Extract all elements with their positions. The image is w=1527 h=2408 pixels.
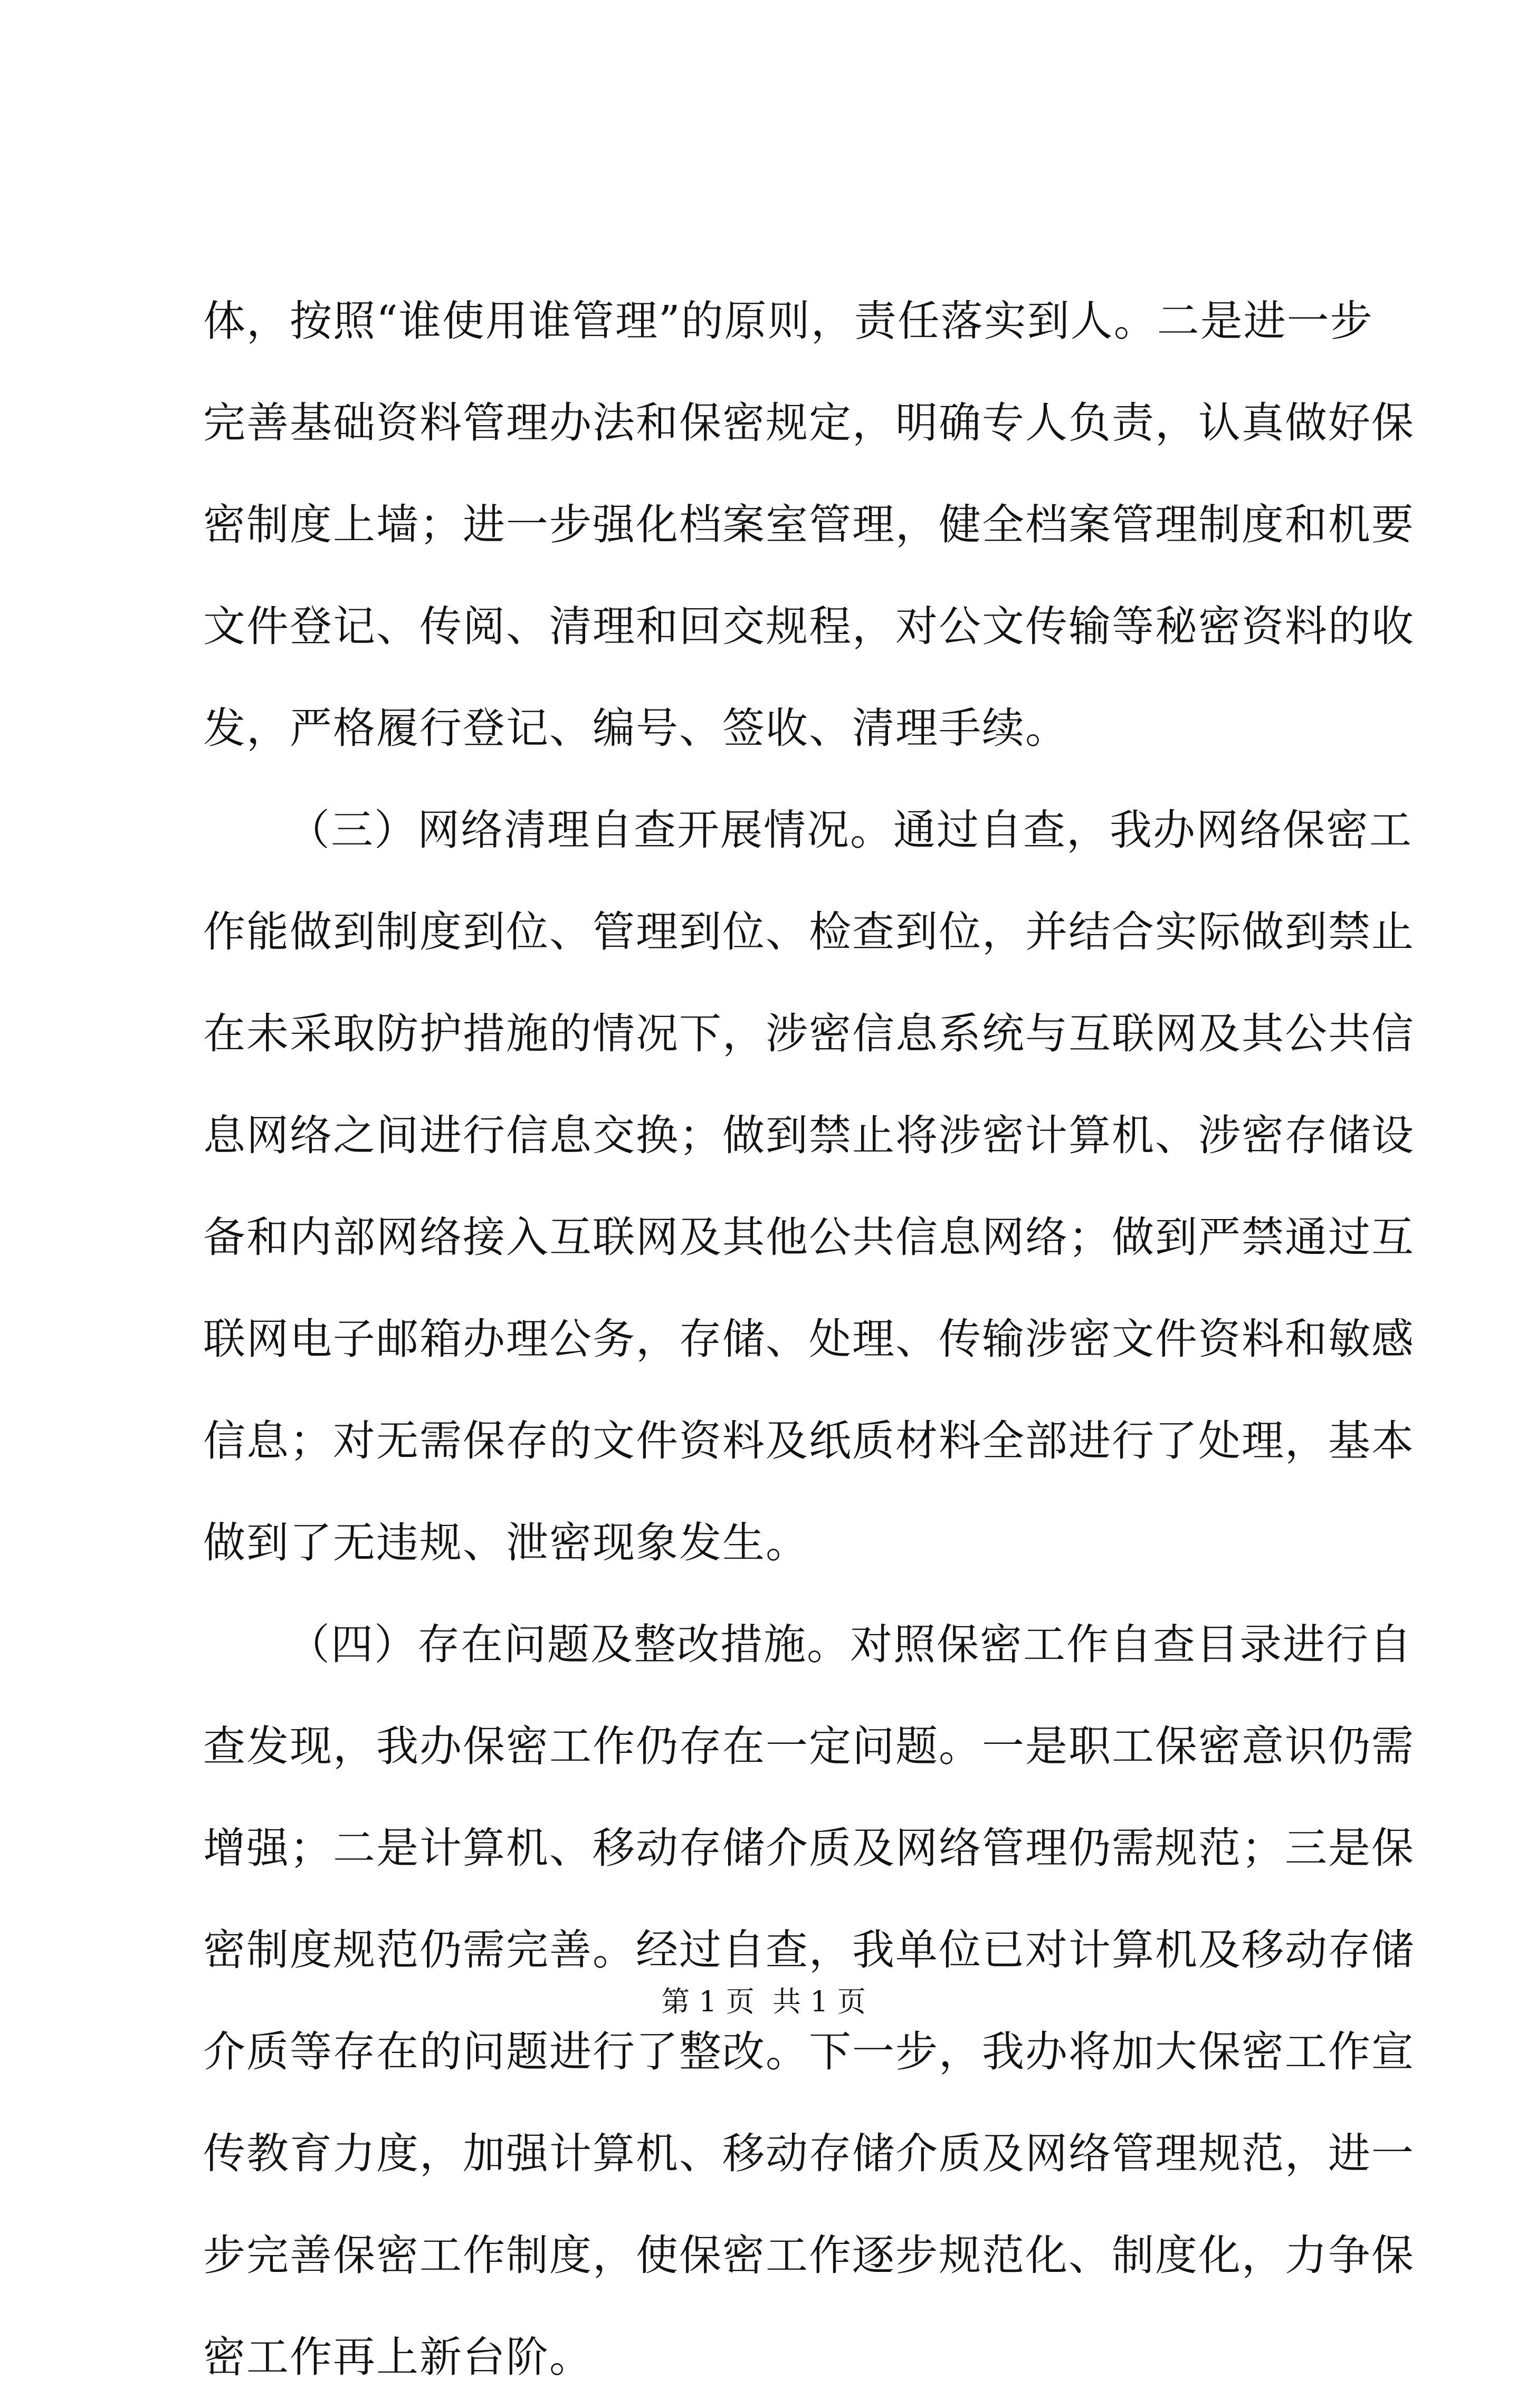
text-line: 信息；对无需保存的文件资料及纸质材料全部进行了处理，基本 xyxy=(203,1416,1415,1465)
text-line: 密制度规范仍需完善。经过自查，我单位已对计算机及移动存储 xyxy=(203,1925,1415,1974)
text-line: 在未采取防护措施的情况下，涉密信息系统与互联网及其公共信 xyxy=(203,1009,1415,1058)
text-line: 密制度上墙；进一步强化档案室管理，健全档案管理制度和机要 xyxy=(203,500,1415,549)
text-line: 联网电子邮箱办理公务，存储、处理、传输涉密文件资料和敏感 xyxy=(203,1315,1415,1364)
text-line: 备和内部网络接入互联网及其他公共信息网络；做到严禁通过互 xyxy=(203,1213,1415,1262)
page-footer: 第 1 页 共 1 页 xyxy=(661,1985,866,2018)
paragraph-continuation xyxy=(203,270,1415,779)
text-line: 做到了无违规、泄密现象发生。 xyxy=(203,1518,809,1567)
text-line: 作能做到制度到位、管理到位、检查到位，并结合实际做到禁止 xyxy=(203,907,1415,956)
text-line: 步完善保密工作制度，使保密工作逐步规范化、制度化，力争保 xyxy=(203,2231,1415,2280)
text-line: 查发现，我办保密工作仍存在一定问题。一是职工保密意识仍需 xyxy=(203,1722,1415,1771)
text-line: 完善基础资料管理办法和保密规定，明确专人负责，认真做好保 xyxy=(203,398,1415,447)
section-heading-line: （三）网络清理自查开展情况。通过自查，我办网络保密工 xyxy=(288,805,1413,855)
text-line: 发，严格履行登记、编号、签收、清理手续。 xyxy=(203,704,1068,753)
text-line: 介质等存在的问题进行了整改。下一步，我办将加大保密工作宣 xyxy=(203,2027,1415,2076)
document-body xyxy=(203,270,1415,2408)
text-line: 增强；二是计算机、移动存储介质及网络管理仍需规范；三是保 xyxy=(203,1824,1415,1873)
paragraph-network-check xyxy=(203,779,1415,1594)
text-line: 体，按照“谁使用谁管理”的原则，责任落实到人。二是进一步 xyxy=(203,296,1373,346)
text-line: 传教育力度，加强计算机、移动存储介质及网络管理规范，进一 xyxy=(203,2129,1415,2178)
text-line: 息网络之间进行信息交换；做到禁止将涉密计算机、涉密存储设 xyxy=(203,1111,1415,1160)
text-line: 密工作再上新台阶。 xyxy=(203,2333,593,2382)
section-heading-line: （四）存在问题及整改措施。对照保密工作自查目录进行自 xyxy=(288,1620,1413,1669)
text-line: 文件登记、传阅、清理和回交规程，对公文传输等秘密资料的收 xyxy=(203,602,1415,651)
